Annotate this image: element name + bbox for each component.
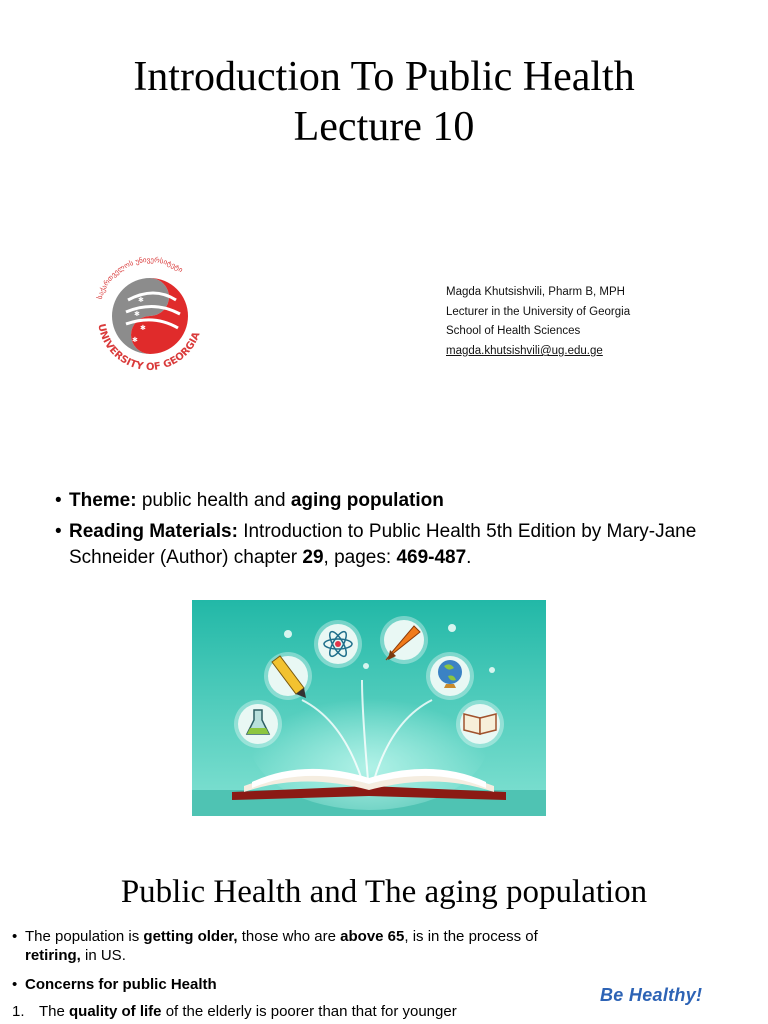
p1-bold: above 65	[340, 928, 405, 945]
flask-icon	[234, 700, 282, 748]
theme-text: public health and	[136, 490, 291, 511]
pencil-icon	[264, 652, 312, 700]
item-text: The	[39, 1003, 70, 1020]
numbered-item	[12, 1002, 552, 1021]
logo-star-icon: ✱	[132, 337, 138, 344]
p1-text: in US.	[80, 947, 126, 964]
item-bold: quality of life	[69, 1003, 162, 1020]
lecturer-school: School of Health Sciences	[446, 325, 581, 337]
logo-star-icon: ✱	[134, 311, 140, 318]
item-number: 1.	[12, 1003, 25, 1020]
logo-top-text: საქართველოს უნივერსიტეტი	[95, 256, 185, 301]
logo-star-icon: ✱	[138, 297, 144, 304]
reading-pages: 469-487	[396, 547, 467, 568]
bullet-icon: •	[12, 928, 18, 945]
reading-text: Introduction to Public Health 5th Edition by Mary-Jane Schneider (Author) chapter	[69, 521, 697, 568]
reading-text-mid: , pages:	[323, 547, 397, 568]
item-text: of the elderly is poorer than that for younger	[161, 1003, 457, 1020]
reading-text-end: .	[466, 547, 472, 568]
lecturer-name: Magda Khutsishvili, Pharm B, MPH	[446, 286, 625, 298]
theme-bullet	[55, 488, 735, 514]
lecturer-email-link[interactable]: magda.khutsishvili@ug.edu.ge	[446, 345, 603, 357]
logo-star-icon: ✱	[140, 325, 146, 332]
reading-materials-bullet	[55, 519, 735, 571]
p1-text: , is in the process of	[404, 928, 538, 945]
education-illustration	[192, 600, 546, 816]
p1-text: those who are	[237, 928, 341, 945]
atom-icon	[314, 620, 362, 668]
p1-bold: retiring,	[25, 947, 81, 964]
concerns-bullet	[12, 975, 552, 994]
crayon-icon	[380, 616, 428, 664]
reading-label: Reading Materials:	[69, 521, 238, 542]
theme-bold-text: aging population	[290, 490, 444, 511]
bullet-icon: •	[12, 976, 18, 993]
p1-text: The population is	[25, 928, 144, 945]
globe-icon	[426, 652, 474, 700]
bullet-icon: •	[55, 490, 62, 511]
lecture-title-line2: Lecture 10	[293, 104, 475, 150]
bullet-icon: •	[55, 521, 62, 542]
theme-label: Theme:	[69, 490, 137, 511]
open-book-icon	[456, 700, 504, 748]
reading-chapter: 29	[302, 547, 324, 568]
p1-bold: getting older,	[143, 928, 238, 945]
concerns-heading: Concerns for public Health	[25, 976, 217, 993]
lecture-title-line1: Introduction To Public Health	[133, 54, 635, 100]
logo-ring-text: UNIVERSITY OF GEORGIA	[95, 322, 203, 374]
section-title: Public Health and The aging population	[120, 874, 648, 910]
lecturer-position: Lecturer in the University of Georgia	[446, 306, 631, 318]
aging-population-bullet	[12, 927, 552, 965]
be-healthy-badge: Be Healthy!	[600, 985, 703, 1005]
university-logo	[84, 256, 214, 376]
